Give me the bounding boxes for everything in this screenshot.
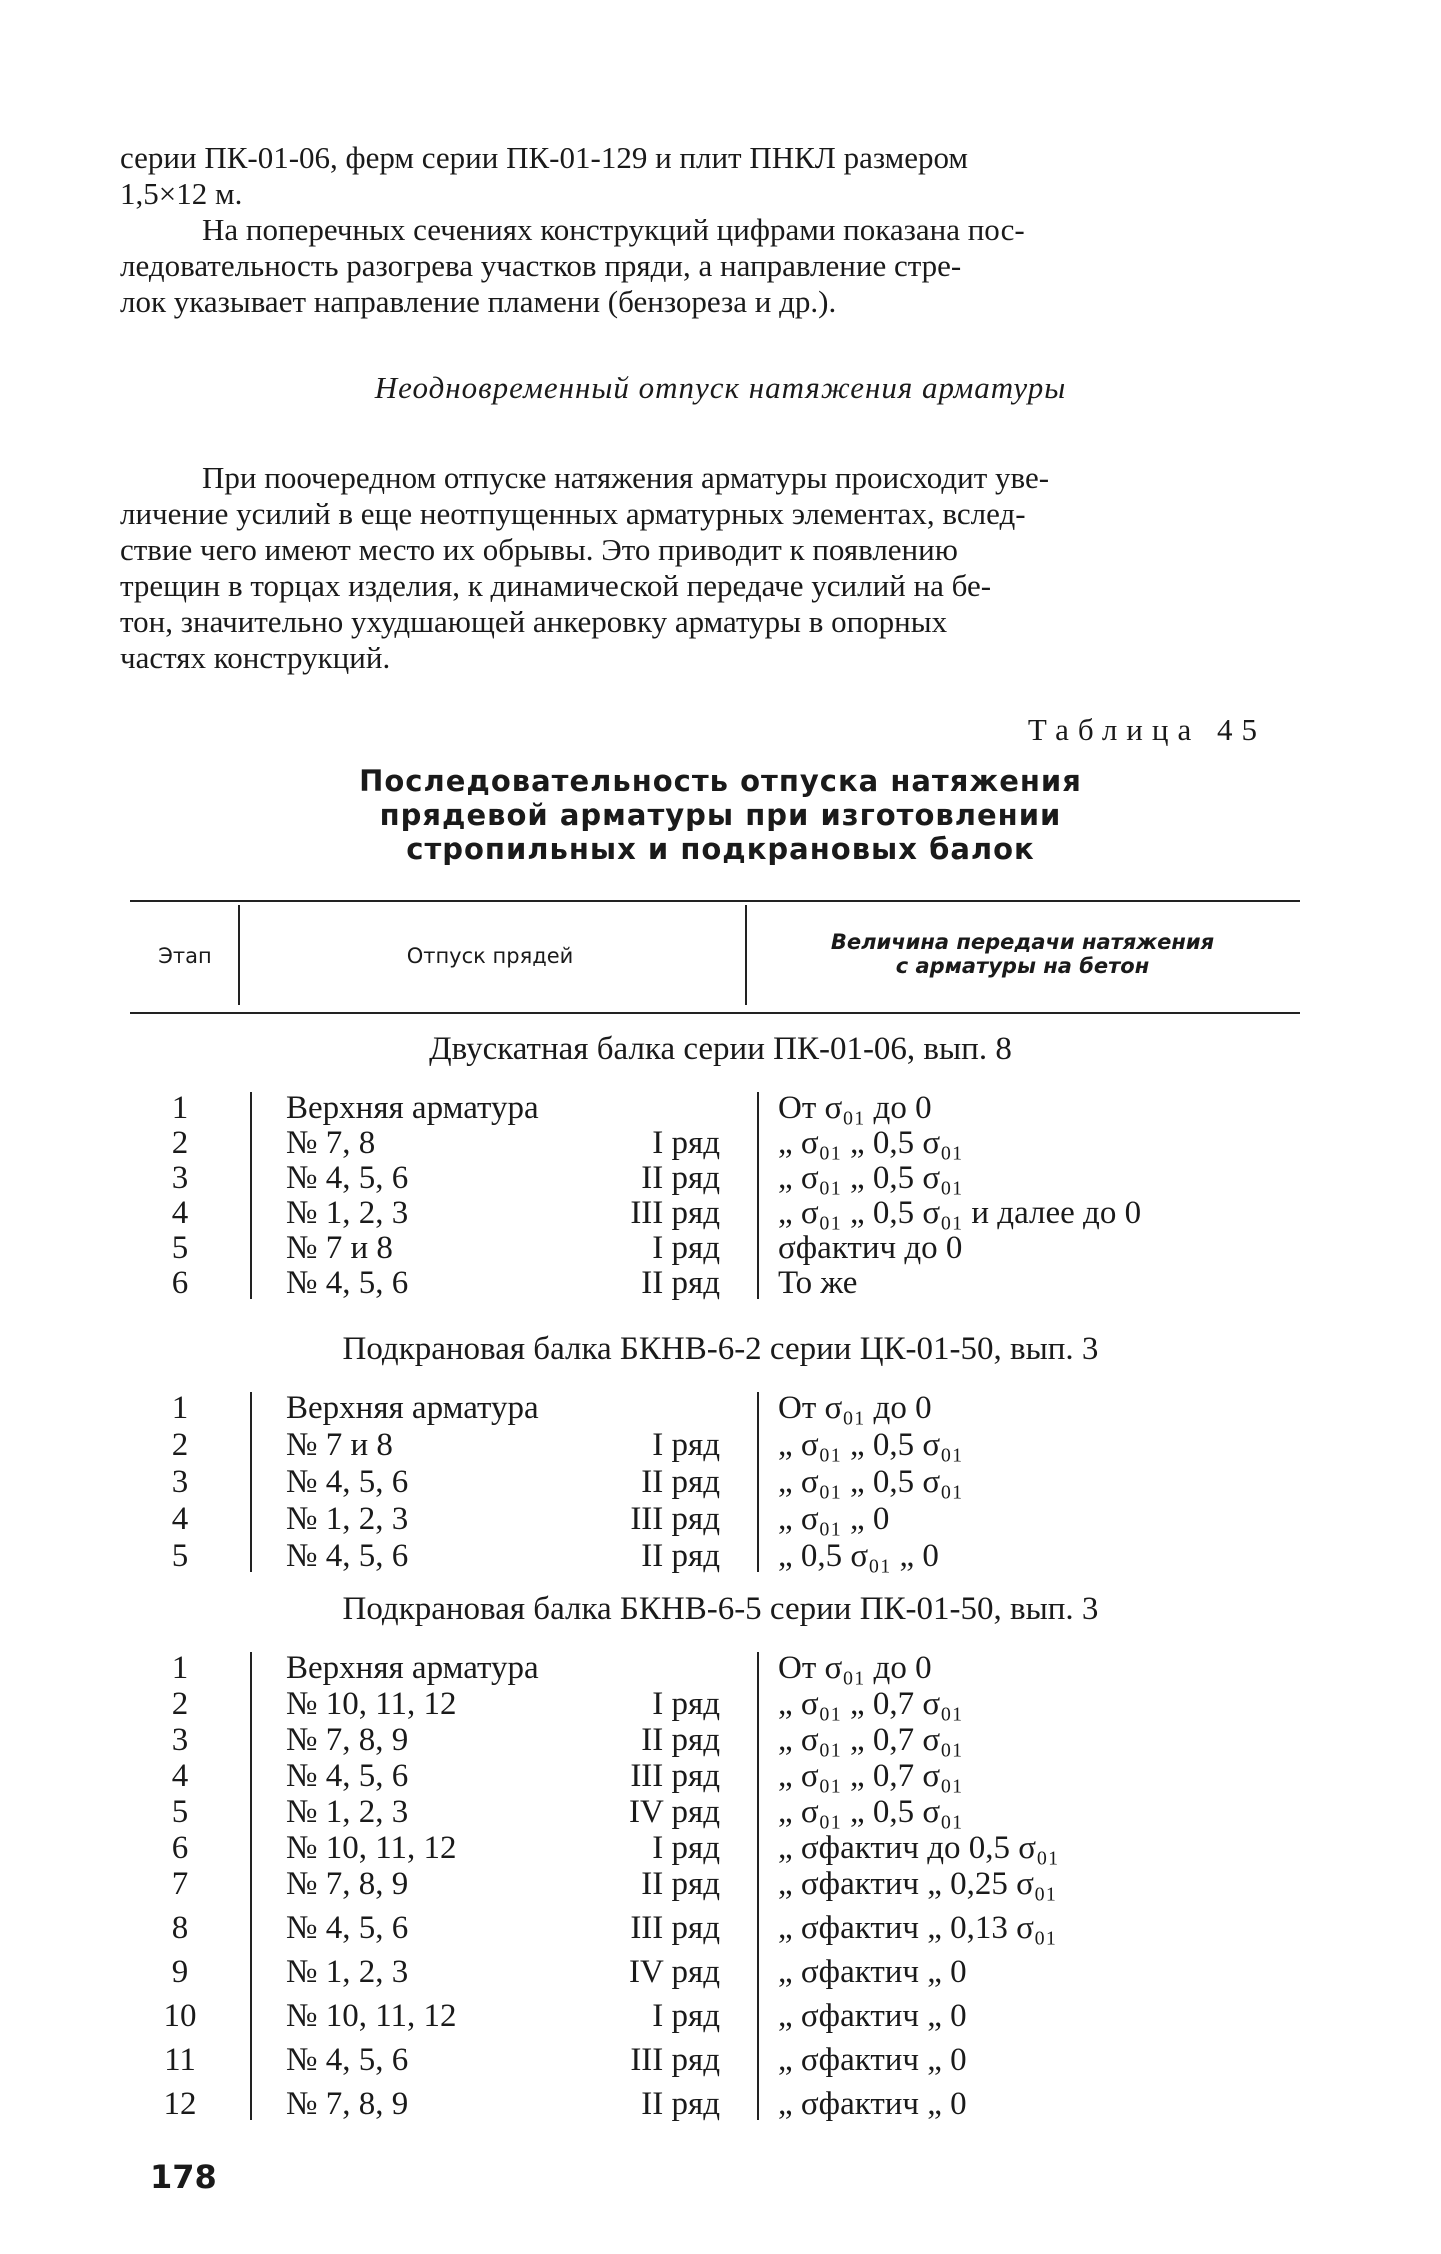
transfer-value: „ σфактич „ 0,13 σ₀₁ [778,1910,1057,1946]
stage-number: 6 [171,1265,189,1301]
stage-number: 1 [171,1390,189,1426]
table-row [0,1866,1441,1902]
transfer-value: „ σ₀₁ „ 0,7 σ₀₁ [778,1686,964,1722]
transfer-value: „ σфактич „ 0 [778,2086,967,2122]
transfer-value: „ σфактич до 0,5 σ₀₁ [778,1830,1060,1866]
section-title: Неодновременный отпуск натяжения арматуры [374,370,1067,405]
header-bottom-rule [130,1012,1300,1014]
table-row [0,1758,1441,1794]
strand-numbers: № 4, 5, 6 [286,1538,409,1574]
strand-numbers: № 7 и 8 [286,1427,393,1463]
column-divider [757,1392,759,1572]
stage-number: 5 [171,1538,189,1574]
transfer-value: „ σ₀₁ „ 0,5 σ₀₁ [778,1125,964,1161]
transfer-value: „ σ₀₁ „ 0,5 σ₀₁ [778,1794,964,1830]
table-row [0,1464,1441,1500]
column-divider [757,1092,759,1299]
strand-tier: I ряд [652,1427,720,1463]
stage-number: 9 [171,1954,189,1990]
transfer-value: „ σ₀₁ „ 0,5 σ₀₁ [778,1160,964,1196]
strand-tier: I ряд [652,1125,720,1161]
strand-tier: I ряд [652,1230,720,1266]
strand-tier: III ряд [630,1910,720,1946]
stage-number: 4 [171,1758,189,1794]
strand-numbers: № 10, 11, 12 [286,1830,457,1866]
stage-number: 12 [163,2086,197,2122]
stage-number: 2 [171,1686,189,1722]
strand-numbers: № 10, 11, 12 [286,1998,457,2034]
column-divider [757,1652,759,2120]
table-row [0,1265,1441,1301]
strand-numbers: № 4, 5, 6 [286,1910,409,1946]
column-divider [250,1392,252,1572]
header-release: Отпуск прядей [406,944,574,968]
column-divider [250,1652,252,2120]
transfer-value: От σ₀₁ до 0 [778,1090,932,1126]
strand-tier: I ряд [652,1830,720,1866]
strand-numbers: № 4, 5, 6 [286,1758,409,1794]
table-row [0,1722,1441,1758]
stage-number: 11 [164,2042,196,2078]
strand-tier: II ряд [641,1722,720,1758]
group-title: Подкрановая балка БКНВ-6-5 серии ПК-01-50, вып. 3 [342,1591,1099,1627]
table-row [0,1090,1441,1126]
table-row [0,1501,1441,1537]
table-row [0,1538,1441,1574]
strand-numbers: № 7, 8, 9 [286,1722,409,1758]
intro-paragraph-1 [120,140,1290,212]
group-title: Двускатная балка серии ПК-01-06, вып. 8 [429,1031,1012,1067]
stage-number: 4 [171,1195,189,1231]
strand-tier: II ряд [641,1866,720,1902]
transfer-value: „ 0,5 σ₀₁ „ 0 [778,1538,939,1574]
table-top-rule [130,900,1300,902]
page-number: 178 [150,2158,217,2196]
column-divider [250,1092,252,1299]
stage-number: 4 [171,1501,189,1537]
strand-tier: II ряд [641,1464,720,1500]
table-row [0,1910,1441,1946]
text-line: При поочередном отпуске натяжения арматуры происходит уве- [202,460,1050,495]
table-row [0,1427,1441,1463]
stage-number: 5 [171,1794,189,1830]
strand-numbers: № 7 и 8 [286,1230,393,1266]
strand-numbers: № 1, 2, 3 [286,1501,409,1537]
transfer-value: „ σфактич „ 0,25 σ₀₁ [778,1866,1057,1902]
text-line: 1,5×12 м. [120,176,243,211]
table-row [0,1954,1441,1990]
strand-tier: I ряд [652,1998,720,2034]
transfer-value: „ σ₀₁ „ 0,7 σ₀₁ [778,1758,964,1794]
text-line: На поперечных сечениях конструкций цифрами показана пос- [202,212,1025,247]
strand-tier: III ряд [630,2042,720,2078]
strand-tier: III ряд [630,1195,720,1231]
stage-number: 8 [171,1910,189,1946]
stage-number: 1 [171,1090,189,1126]
group-title: Подкрановая балка БКНВ-6-2 серии ЦК-01-50, вып. 3 [342,1331,1099,1367]
text-line: тон, значительно ухудшающей анкеровку арматуры в опорных [120,604,948,639]
table-row [0,1794,1441,1830]
transfer-value: То же [778,1265,858,1301]
text-line: ледовательность разогрева участков пряди, а направление стре- [120,248,962,283]
table-number: Таблица 45 [1027,712,1266,747]
transfer-value: „ σ₀₁ „ 0,7 σ₀₁ [778,1722,964,1758]
stage-number: 5 [171,1230,189,1266]
table-row [0,1998,1441,2034]
header-stage: Этап [158,944,212,968]
stage-number: 2 [171,1427,189,1463]
strand-tier: III ряд [630,1501,720,1537]
strand-tier: II ряд [641,2086,720,2122]
table-row [0,1830,1441,1866]
header-transfer [745,930,1300,978]
strand-numbers: № 1, 2, 3 [286,1794,409,1830]
transfer-value: σфактич до 0 [778,1230,963,1266]
stage-number: 6 [171,1830,189,1866]
text-line: лок указывает направление пламени (бензореза и др.). [120,284,837,319]
intro-paragraph-2 [120,212,1290,320]
strand-numbers: Верхняя арматура [286,1090,539,1126]
strand-numbers: № 4, 5, 6 [286,1160,409,1196]
table-row [0,2042,1441,2078]
table-title-line: Последовательность отпуска натяжения [359,764,1082,798]
stage-number: 3 [171,1464,189,1500]
strand-numbers: Верхняя арматура [286,1390,539,1426]
text-line: ствие чего имеют место их обрывы. Это приводит к появлению [120,532,958,567]
table-title-line: прядевой арматуры при изготовлении [379,798,1062,832]
stage-number: 10 [163,1998,197,2034]
transfer-value: „ σ₀₁ „ 0 [778,1501,890,1537]
strand-tier: II ряд [641,1538,720,1574]
transfer-value: От σ₀₁ до 0 [778,1650,932,1686]
strand-numbers: № 4, 5, 6 [286,2042,409,2078]
strand-tier: I ряд [652,1686,720,1722]
transfer-value: „ σ₀₁ „ 0,5 σ₀₁ и далее до 0 [778,1195,1142,1231]
table-row [0,1125,1441,1161]
transfer-value: „ σфактич „ 0 [778,2042,967,2078]
strand-numbers: № 7, 8, 9 [286,2086,409,2122]
strand-numbers: № 7, 8 [286,1125,376,1161]
strand-tier: IV ряд [629,1794,720,1830]
table-row [0,1650,1441,1686]
stage-number: 3 [171,1722,189,1758]
header-transfer-line: с арматуры на бетон [895,954,1150,978]
table-title [0,764,1441,866]
text-line: серии ПК-01-06, ферм серии ПК-01-129 и плит ПНКЛ размером [120,140,969,175]
transfer-value: „ σфактич „ 0 [778,1998,967,2034]
table-row [0,1230,1441,1266]
strand-tier: II ряд [641,1265,720,1301]
strand-tier: III ряд [630,1758,720,1794]
strand-tier: IV ряд [629,1954,720,1990]
strand-numbers: № 1, 2, 3 [286,1195,409,1231]
strand-numbers: № 4, 5, 6 [286,1265,409,1301]
header-transfer-line: Величина передачи натяжения [830,930,1215,954]
text-line: частях конструкций. [120,640,391,675]
text-line: личение усилий в еще неотпущенных арматурных элементах, вслед- [120,496,1026,531]
stage-number: 2 [171,1125,189,1161]
strand-numbers: № 4, 5, 6 [286,1464,409,1500]
table-row [0,1686,1441,1722]
table-title-line: стропильных и подкрановых балок [406,832,1035,866]
transfer-value: От σ₀₁ до 0 [778,1390,932,1426]
strand-numbers: № 1, 2, 3 [286,1954,409,1990]
transfer-value: „ σфактич „ 0 [778,1954,967,1990]
table-row [0,1390,1441,1426]
stage-number: 3 [171,1160,189,1196]
table-row [0,1195,1441,1231]
section-paragraph [120,460,1290,676]
transfer-value: „ σ₀₁ „ 0,5 σ₀₁ [778,1427,964,1463]
table-row [0,2086,1441,2122]
strand-numbers: Верхняя арматура [286,1650,539,1686]
stage-number: 7 [171,1866,189,1902]
text-line: трещин в торцах изделия, к динамической передаче усилий на бе- [120,568,992,603]
table-row [0,1160,1441,1196]
transfer-value: „ σ₀₁ „ 0,5 σ₀₁ [778,1464,964,1500]
strand-numbers: № 10, 11, 12 [286,1686,457,1722]
strand-tier: II ряд [641,1160,720,1196]
strand-numbers: № 7, 8, 9 [286,1866,409,1902]
stage-number: 1 [171,1650,189,1686]
